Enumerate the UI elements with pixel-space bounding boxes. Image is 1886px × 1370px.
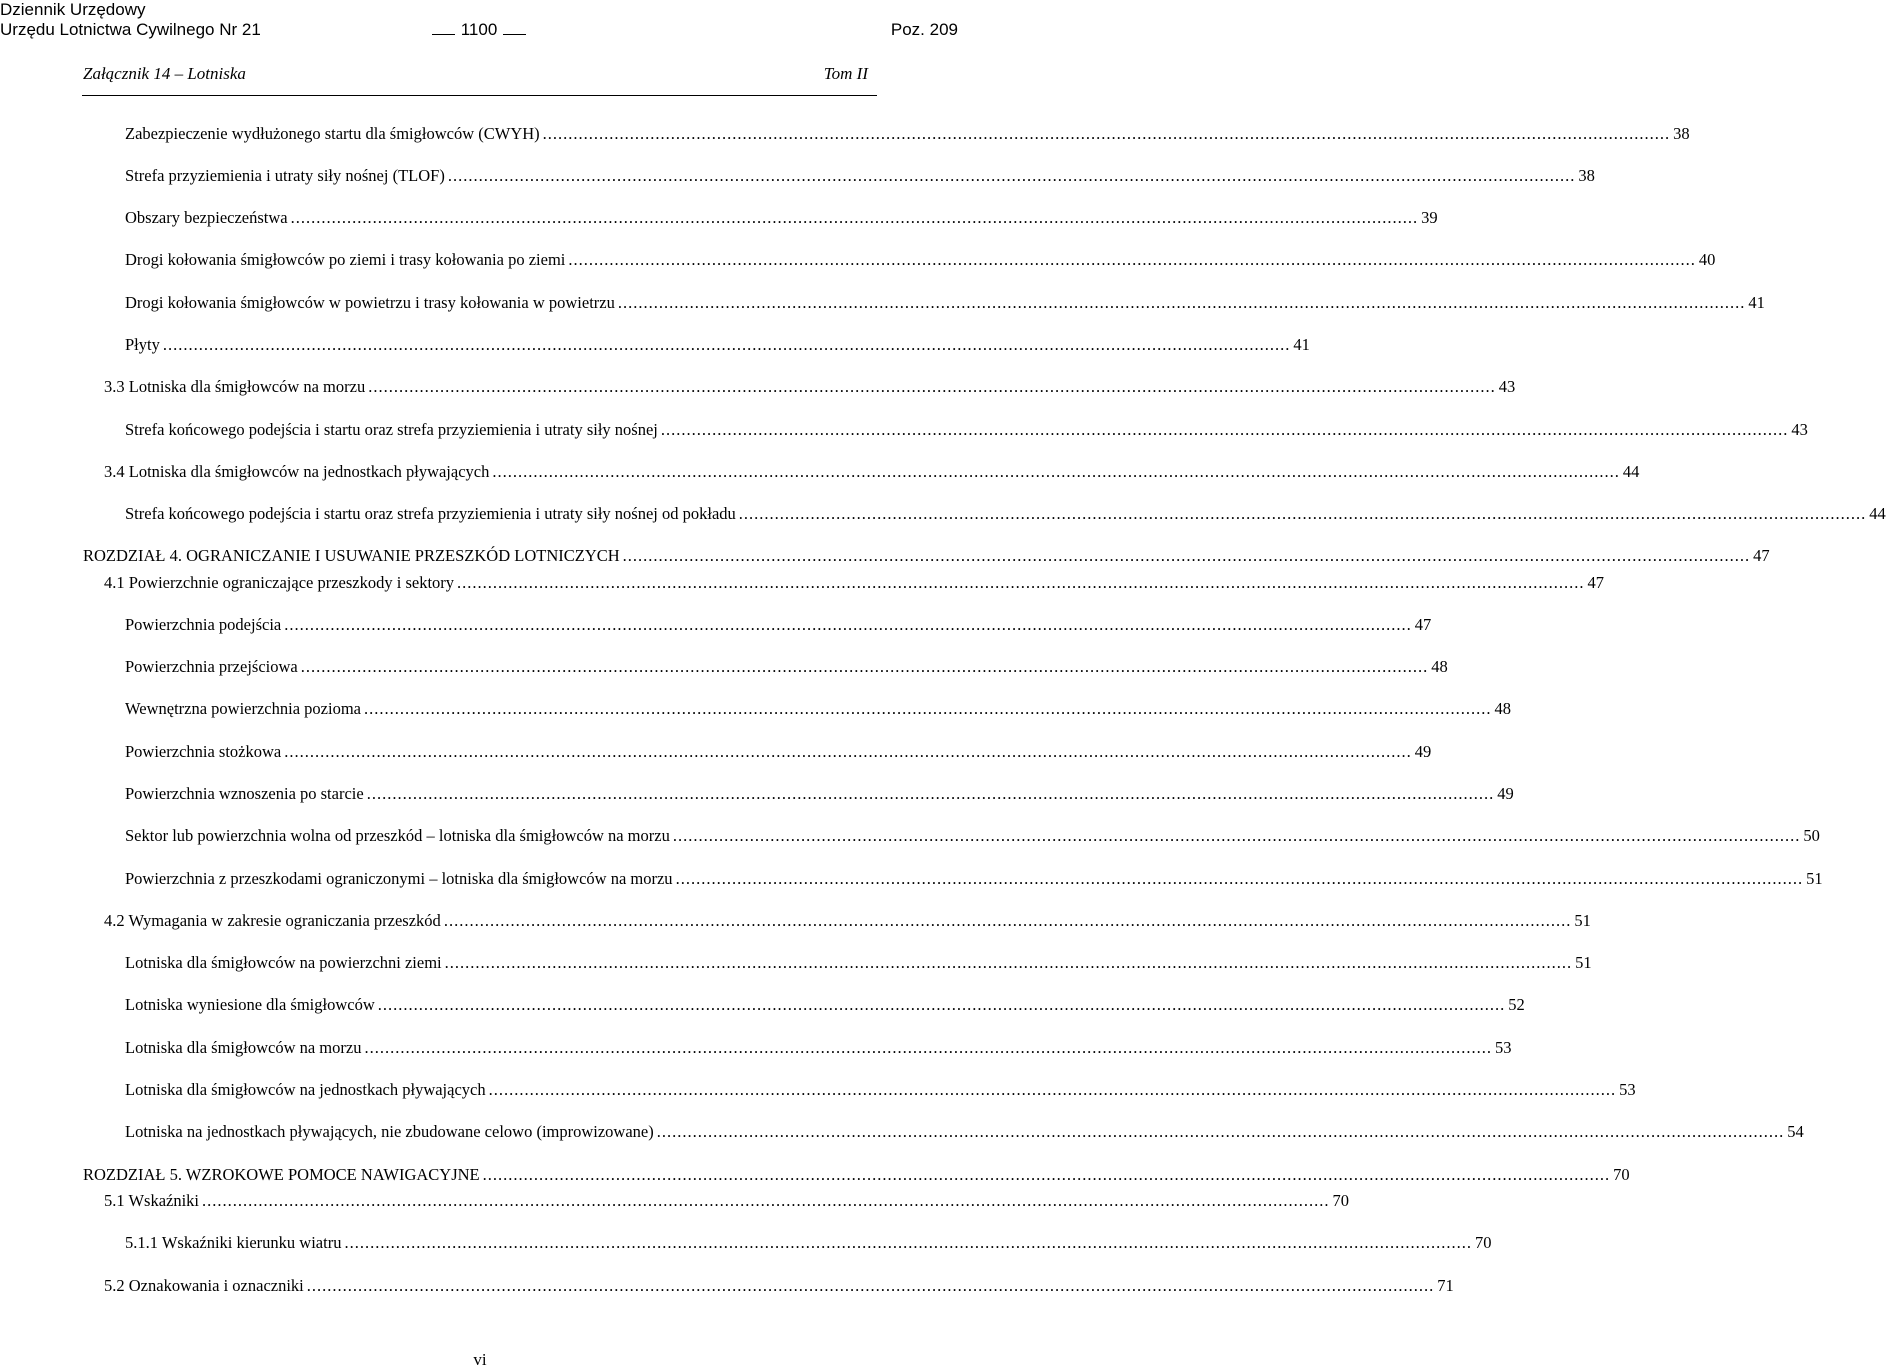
dot-leader: ............................................................................................................................................................................................................................ — [284, 742, 1412, 761]
dot-leader: ............................................................................................................................................................................................................................ — [366, 784, 1495, 803]
dot-leader: ............................................................................................................................................................................................................................ — [656, 1122, 1785, 1141]
toc-entry — [125, 1232, 1492, 1254]
toc-entry — [125, 207, 1438, 229]
dot-leader: ............................................................................................................................................................................................................................ — [542, 124, 1671, 143]
volume-label: Tom II — [823, 64, 868, 83]
toc-entry — [125, 334, 1310, 356]
toc-entry-page: 71 — [1437, 1276, 1454, 1295]
toc-entry-label: 5.1.1 Wskaźniki kierunku wiatru — [125, 1233, 342, 1252]
toc-entry-page: 43 — [1498, 377, 1516, 396]
toc-entry-label: Powierzchnia wznoszenia po starcie — [125, 784, 364, 803]
dot-leader: ............................................................................................................................................................................................................................ — [622, 546, 1751, 565]
toc-entry-label: Drogi kołowania śmigłowców w powietrzu i trasy kołowania w powietrzu — [125, 293, 615, 312]
toc-entry-label: Zabezpieczenie wydłużonego startu dla śmigłowców (CWYH) — [125, 124, 540, 143]
toc-entry-page: 44 — [1622, 462, 1640, 481]
toc-entry-label: Strefa końcowego podejścia i startu oraz strefa przyziemienia i utraty siły nośnej — [125, 420, 658, 439]
toc-entry-page: 52 — [1508, 995, 1525, 1014]
toc-entry-page: 39 — [1421, 208, 1438, 227]
toc-entry — [125, 503, 1886, 525]
page-roman-number: vi — [473, 1350, 487, 1369]
toc-entry — [125, 656, 1448, 678]
dash-left — [432, 34, 455, 35]
toc-entry-page: 49 — [1414, 742, 1432, 761]
toc-entry-page: 49 — [1497, 784, 1514, 803]
dot-leader: ............................................................................................................................................................................................................................ — [443, 911, 1572, 930]
dot-leader: ............................................................................................................................................................................................................................ — [568, 250, 1696, 269]
dot-leader: ............................................................................................................................................................................................................................ — [364, 1038, 1492, 1057]
dot-leader: ............................................................................................................................................................................................................................ — [162, 335, 1291, 354]
toc-entry-page: 70 — [1474, 1233, 1492, 1252]
toc-entry — [125, 614, 1432, 636]
toc-entry-page: 47 — [1414, 615, 1432, 634]
toc-entry-page: 41 — [1293, 335, 1310, 354]
dot-leader: ............................................................................................................................................................................................................................ — [672, 826, 1801, 845]
toc-entry-page: 47 — [1587, 573, 1605, 592]
toc-entry-label: Powierzchnia przejściowa — [125, 657, 298, 676]
toc-entry — [125, 994, 1525, 1016]
toc-entry — [125, 292, 1765, 314]
toc-entry-page: 51 — [1575, 953, 1592, 972]
toc-entry-label: ROZDZIAŁ 5. WZROKOWE POMOCE NAWIGACYJNE — [83, 1165, 480, 1184]
dot-leader: ............................................................................................................................................................................................................................ — [447, 166, 1576, 185]
dot-leader: ............................................................................................................................................................................................................................ — [457, 573, 1585, 592]
toc-entry-page: 70 — [1613, 1165, 1630, 1184]
annex-title: Załącznik 14 – Lotniska — [83, 64, 246, 83]
toc-entry-page: 70 — [1332, 1191, 1350, 1210]
toc-entry-label: Lotniska dla śmigłowców na morzu — [125, 1038, 362, 1057]
dot-leader: ............................................................................................................................................................................................................................ — [738, 504, 1867, 523]
toc-entry — [125, 868, 1823, 890]
toc-entry-page: 54 — [1787, 1122, 1804, 1141]
toc-entry — [125, 698, 1511, 720]
toc-entry-page: 53 — [1619, 1080, 1636, 1099]
dot-leader: ............................................................................................................................................................................................................................ — [660, 420, 1789, 439]
dot-leader: ............................................................................................................................................................................................................................ — [202, 1191, 1330, 1210]
dot-leader: ............................................................................................................................................................................................................................ — [488, 1080, 1617, 1099]
toc-entry — [83, 1164, 1630, 1186]
toc-entry-label: Strefa przyziemienia i utraty siły nośnej (TLOF) — [125, 166, 445, 185]
toc-entry-label: 5.2 Oznakowania i oznaczniki — [104, 1276, 304, 1295]
dot-leader: ............................................................................................................................................................................................................................ — [306, 1276, 1435, 1295]
toc-entry — [104, 1275, 1454, 1297]
toc-entry-page: 53 — [1494, 1038, 1512, 1057]
toc-entry — [125, 165, 1595, 187]
header-rule — [82, 95, 877, 96]
toc-entry-page: 41 — [1748, 293, 1765, 312]
toc-entry — [125, 123, 1690, 145]
toc-entry-label: Lotniska na jednostkach pływających, nie zbudowane celowo (improwizowane) — [125, 1122, 654, 1141]
toc-entry-label: 4.2 Wymagania w zakresie ograniczania przeszkód — [104, 911, 441, 930]
dot-leader: ............................................................................................................................................................................................................................ — [284, 615, 1412, 634]
dot-leader: ............................................................................................................................................................................................................................ — [368, 377, 1496, 396]
toc-entry-label: Strefa końcowego podejścia i startu oraz strefa przyziemienia i utraty siły nośnej od pokładu — [125, 504, 736, 523]
toc-entry-page: 38 — [1673, 124, 1690, 143]
toc-entry-label: Obszary bezpieczeństwa — [125, 208, 288, 227]
toc-entry-label: Powierzchnia stożkowa — [125, 742, 282, 761]
toc-entry-label: Lotniska wyniesione dla śmigłowców — [125, 995, 375, 1014]
toc-entry — [125, 783, 1514, 805]
toc-entry — [125, 419, 1808, 441]
toc-entry — [104, 1190, 1350, 1212]
toc-entry-page: 51 — [1574, 911, 1591, 930]
dot-leader: ............................................................................................................................................................................................................................ — [344, 1233, 1472, 1252]
position-number: Poz. 209 — [890, 20, 958, 39]
dot-leader: ............................................................................................................................................................................................................................ — [492, 462, 1620, 481]
toc-entry-page: 51 — [1806, 869, 1823, 888]
toc-entry-page: 43 — [1791, 420, 1808, 439]
dot-leader: ............................................................................................................................................................................................................................ — [300, 657, 1429, 676]
toc-entry — [104, 910, 1591, 932]
toc-entry — [104, 461, 1640, 483]
toc-entry — [125, 249, 1716, 271]
toc-entry-label: Drogi kołowania śmigłowców po ziemi i trasy kołowania po ziemi — [125, 250, 566, 269]
toc-entry-page: 38 — [1578, 166, 1595, 185]
toc-entry-page: 44 — [1869, 504, 1886, 523]
toc-entry-label: 4.1 Powierzchnie ograniczające przeszkody i sektory — [104, 573, 455, 592]
toc-entry-label: ROZDZIAŁ 4. OGRANICZANIE I USUWANIE PRZESZKÓD LOTNICZYCH — [83, 546, 620, 565]
toc-entry-page: 48 — [1494, 699, 1511, 718]
journal-page-number: 1100 — [432, 20, 526, 40]
toc-entry-page: 50 — [1803, 826, 1820, 845]
toc-entry-page: 47 — [1753, 546, 1770, 565]
dot-leader: ............................................................................................................................................................................................................................ — [363, 699, 1492, 718]
toc-entry — [125, 1079, 1636, 1101]
toc-entry-label: Sektor lub powierzchnia wolna od przeszkód – lotniska dla śmigłowców na morzu — [125, 826, 670, 845]
toc-entry-label: Lotniska dla śmigłowców na jednostkach pływających — [125, 1080, 486, 1099]
toc-entry-page: 48 — [1431, 657, 1448, 676]
toc-entry-label: 3.3 Lotniska dla śmigłowców na morzu — [104, 377, 366, 396]
dot-leader: ............................................................................................................................................................................................................................ — [377, 995, 1506, 1014]
toc-entry — [125, 1037, 1512, 1059]
toc-entry — [125, 741, 1432, 763]
toc-entry-label: Lotniska dla śmigłowców na powierzchni ziemi — [125, 953, 442, 972]
toc-entry — [125, 952, 1592, 974]
dot-leader: ............................................................................................................................................................................................................................ — [675, 869, 1804, 888]
toc-entry-label: Płyty — [125, 335, 160, 354]
toc-entry-label: 5.1 Wskaźniki — [104, 1191, 200, 1210]
toc-entry — [125, 1121, 1804, 1143]
dot-leader: ............................................................................................................................................................................................................................ — [444, 953, 1573, 972]
toc-entry-label: Powierzchnia z przeszkodami ograniczonymi – lotniska dla śmigłowców na morzu — [125, 869, 673, 888]
toc-entry — [104, 572, 1605, 594]
dot-leader: ............................................................................................................................................................................................................................ — [290, 208, 1419, 227]
publication-title: Dziennik Urzędowy Urzędu Lotnictwa Cywilnego Nr 21 — [0, 0, 261, 39]
toc-entry — [83, 545, 1770, 567]
dot-leader: ............................................................................................................................................................................................................................ — [617, 293, 1746, 312]
toc-entry — [125, 825, 1820, 847]
toc-entry-label: 3.4 Lotniska dla śmigłowców na jednostkach pływających — [104, 462, 490, 481]
toc-entry-label: Powierzchnia podejścia — [125, 615, 282, 634]
toc-entry — [104, 376, 1516, 398]
dot-leader: ............................................................................................................................................................................................................................ — [482, 1165, 1611, 1184]
toc-entry-label: Wewnętrzna powierzchnia pozioma — [125, 699, 361, 718]
toc-entry-page: 40 — [1698, 250, 1716, 269]
dash-right — [503, 34, 526, 35]
